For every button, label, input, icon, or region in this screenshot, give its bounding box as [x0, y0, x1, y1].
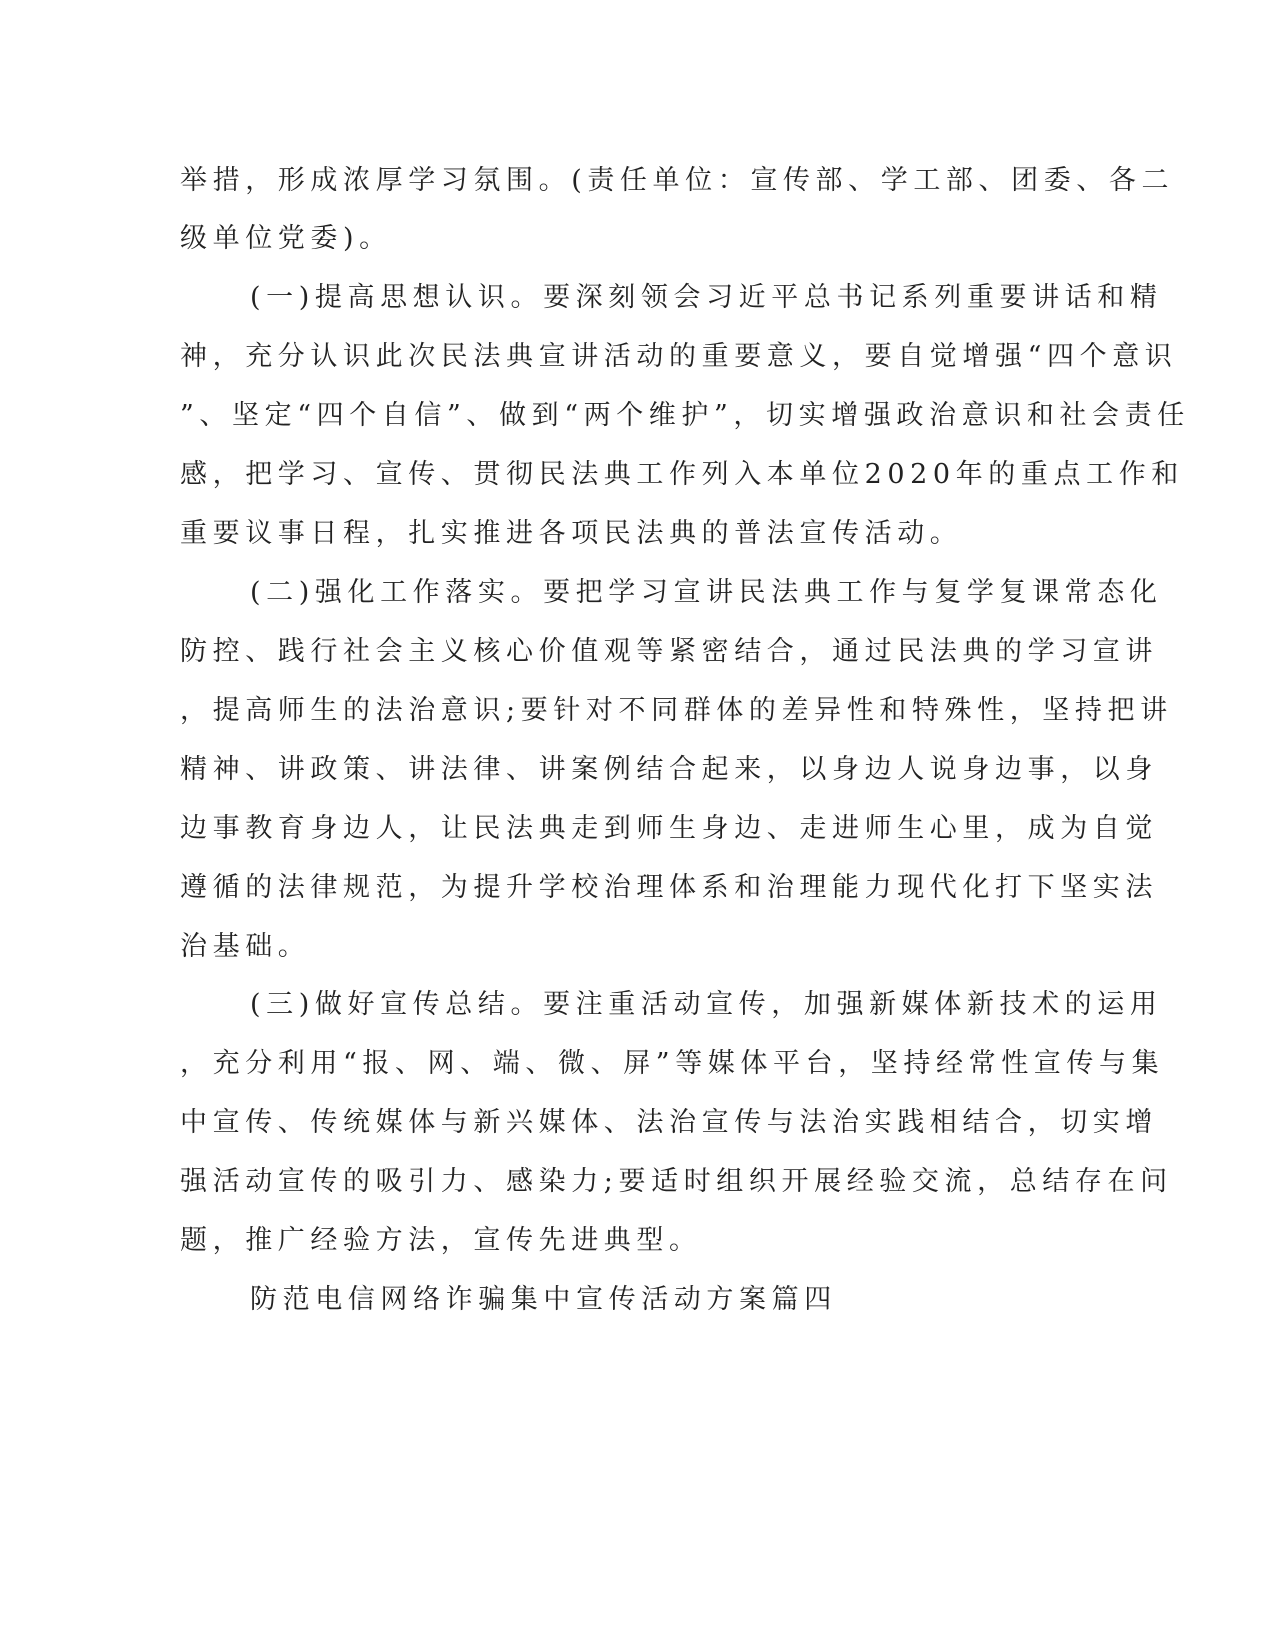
section-heading: 防范电信网络诈骗集中宣传活动方案篇四 [250, 1284, 837, 1315]
text-line: 遵循的法律规范，为提升学校治理体系和治理能力现代化打下坚实法 [180, 872, 1158, 903]
text-line: 级单位党委)。 [180, 223, 392, 254]
paragraph-three-heading-line: (三)做好宣传总结。要注重活动宣传，加强新媒体新技术的运用 [250, 989, 1163, 1020]
text-line: 感，把学习、宣传、贯彻民法典工作列入本单位2020年的重点工作和 [180, 459, 1184, 490]
text-line: 防控、践行社会主义核心价值观等紧密结合，通过民法典的学习宣讲 [180, 636, 1158, 667]
text-line: 精神、讲政策、讲法律、讲案例结合起来，以身边人说身边事，以身 [180, 754, 1158, 785]
text-line: ，充分利用“报、网、端、微、屏”等媒体平台，坚持经常性宣传与集 [180, 1048, 1165, 1079]
text-line: 重要议事日程，扎实推进各项民法典的普法宣传活动。 [180, 518, 963, 549]
text-line: 题，推广经验方法，宣传先进典型。 [180, 1225, 702, 1256]
text-line: 中宣传、传统媒体与新兴媒体、法治宣传与法治实践相结合，切实增 [180, 1107, 1158, 1138]
text-line: 边事教育身边人，让民法典走到师生身边、走进师生心里，成为自觉 [180, 813, 1158, 844]
text-line: 强活动宣传的吸引力、感染力;要适时组织开展经验交流，总结存在问 [180, 1166, 1173, 1197]
text-line: 举措，形成浓厚学习氛围。(责任单位：宣传部、学工部、团委、各二 [180, 165, 1175, 196]
text-line: 神，充分认识此次民法典宣讲活动的重要意义，要自觉增强“四个意识 [180, 341, 1178, 372]
paragraph-two-heading-line: (二)强化工作落实。要把学习宣讲民法典工作与复学复课常态化 [250, 577, 1163, 608]
text-line: ”、坚定“四个自信”、做到“两个维护”，切实增强政治意识和社会责任 [180, 400, 1190, 431]
paragraph-one-heading-line: (一)提高思想认识。要深刻领会习近平总书记系列重要讲话和精 [250, 282, 1163, 313]
text-line: ，提高师生的法治意识;要针对不同群体的差异性和特殊性，坚持把讲 [180, 695, 1173, 726]
text-line: 治基础。 [180, 931, 311, 962]
